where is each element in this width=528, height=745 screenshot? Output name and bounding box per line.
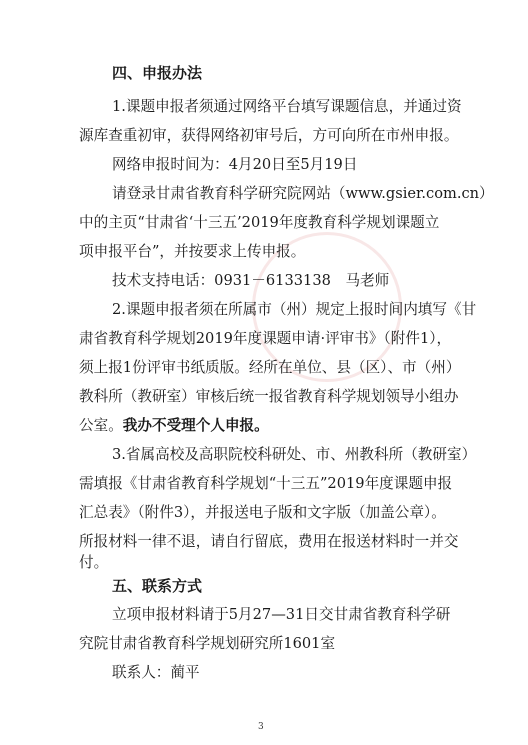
section4-p2-line2: 肃省教育科学规划2019年度课题申请·评审书》（附件1），: [79, 330, 452, 347]
section5-heading: 五、联系方式: [112, 577, 203, 595]
section4-p2-line4: 教科所（教研室）审核后统一报省教育科学规划领导小组办: [79, 388, 459, 405]
section5-p1-line2: 究院甘肃省教育科学规划研究所1601室: [79, 635, 336, 652]
section4-p2-line3: 须上报1份评审书纸质版。经所在单位、县（区）、市（州）: [79, 359, 461, 376]
section4-p1-line2: 源库查重初审，获得网络初审号后，方可向所在市州申报。: [79, 127, 459, 144]
section4-p3-line3: 汇总表》（附件3），并报送电子版和文字版（加盖公章）。: [79, 504, 446, 521]
online-time: 网络申报时间为：4月20日至5月19日: [112, 156, 358, 173]
page-number: 3: [258, 722, 264, 732]
section4-p3-line5: 付。: [79, 554, 109, 571]
login-line1: 请登录甘肃省教育科学研究院网站（www.gsier.com.cn）: [112, 185, 494, 202]
login-line2: 中的主页“甘肃省‘十三五’2019年度教育科学规划课题立: [79, 214, 440, 231]
login-line3: 项申报平台”，并按要求上传申报。: [79, 243, 306, 260]
p2-bold-notice: 我办不受理个人申报。: [122, 417, 269, 434]
section4-p1-line1: 1.课题申报者须通过网络平台填写课题信息，并通过资: [112, 98, 462, 115]
section4-p3-line2: 需填报《甘肃省教育科学规划“十三五”2019年度课题申报: [79, 475, 453, 492]
section4-p2-line5: [79, 416, 269, 436]
p2-office-text: 公室。: [79, 417, 123, 434]
section4-p2-line1: 2.课题申报者须在所属市（州）规定上报时间内填写《甘: [112, 301, 477, 318]
section5-p1-line1: 立项申报材料请于5月27—31日交甘肃省教育科学研: [112, 606, 451, 623]
section4-heading: 四、申报办法: [112, 64, 203, 82]
contact-person: 联系人：蔺平: [112, 664, 200, 681]
tech-support: 技术支持电话：0931－6133138 马老师: [112, 272, 390, 289]
section4-p3-line4: 所报材料一律不退，请自行留底，费用在报送材料时一并交: [79, 533, 459, 550]
section4-p3-line1: 3.省属高校及高职院校科研处、市、州教科所（教研室）: [112, 446, 477, 463]
